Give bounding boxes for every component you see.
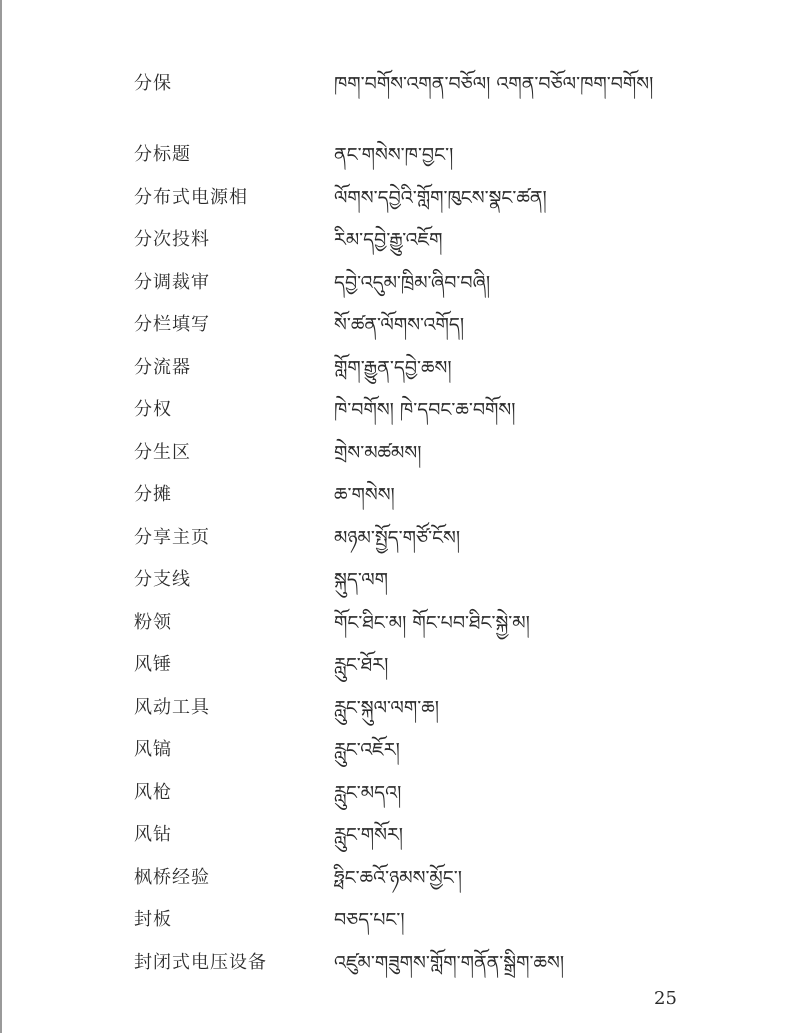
glossary-entry — [134, 524, 694, 567]
glossary-entry — [134, 736, 694, 779]
glossary-entry — [134, 439, 694, 482]
glossary-entry — [134, 141, 694, 184]
glossary-entry — [134, 354, 694, 397]
tibetan-definition: ཆ་གསེས། — [334, 484, 395, 506]
chinese-term: 封板 — [134, 909, 172, 930]
tibetan-definition: རིམ་དབྱེ་རྒྱུ་འཇོག — [334, 229, 443, 251]
tibetan-definition: བཅད་པང་། — [334, 909, 405, 931]
tibetan-definition: རླུང་སྐུལ་ལག་ཆ། — [334, 696, 439, 719]
glossary-list — [134, 70, 694, 991]
glossary-entry — [134, 906, 694, 949]
chinese-term: 风钻 — [134, 824, 172, 845]
glossary-entry — [134, 396, 694, 439]
glossary-entry — [134, 481, 694, 524]
chinese-term: 风镐 — [134, 739, 172, 760]
tibetan-definition: རླུང་ཐོར། — [334, 654, 389, 676]
tibetan-definition: རླུང་འཇོར། — [334, 739, 400, 761]
glossary-entry — [134, 311, 694, 354]
tibetan-definition: གློག་རྒྱུན་དབྱེ་ཆས། — [334, 356, 452, 379]
tibetan-definition: ནང་གསེས་ཁ་བྱང་། — [334, 144, 454, 166]
glossary-entry — [134, 70, 694, 141]
chinese-term: 分享主页 — [134, 526, 210, 548]
tibetan-definition: མཉམ་སྤྱོད་གཙོ་ངོས། — [334, 526, 461, 549]
glossary-entry — [134, 821, 694, 864]
chinese-term: 分生区 — [134, 441, 191, 463]
glossary-entry — [134, 694, 694, 737]
chinese-term: 分权 — [134, 399, 172, 420]
glossary-entry — [134, 949, 694, 992]
chinese-term: 枫桥经验 — [134, 866, 210, 888]
tibetan-definition: སོ་ཚན་ལོགས་འགོད། — [334, 314, 465, 336]
chinese-term: 风枪 — [134, 781, 172, 803]
tibetan-definition: སྐུད་ལག — [334, 569, 389, 591]
chinese-term: 分调裁审 — [134, 271, 210, 293]
glossary-entry — [134, 609, 694, 652]
chinese-term: 风锤 — [134, 654, 172, 675]
glossary-entry — [134, 651, 694, 694]
glossary-entry — [134, 184, 694, 227]
chinese-term: 分次投料 — [134, 229, 210, 250]
chinese-term: 封闭式电压设备 — [134, 951, 267, 973]
page-number: 25 — [654, 988, 677, 1009]
chinese-term: 风动工具 — [134, 696, 210, 718]
glossary-entry — [134, 779, 694, 822]
page-left-edge — [0, 0, 2, 1033]
chinese-term: 分摊 — [134, 484, 172, 505]
glossary-entry — [134, 269, 694, 312]
chinese-term: 分布式电源相 — [134, 186, 248, 208]
chinese-term: 分标题 — [134, 144, 191, 165]
chinese-term: 粉领 — [134, 611, 172, 633]
tibetan-definition: ཧྥིང་ཆའོ་ཉམས་མྱོང་། — [334, 866, 462, 889]
chinese-term: 分保 — [134, 73, 172, 94]
chinese-term: 分支线 — [134, 569, 191, 590]
chinese-term: 分流器 — [134, 356, 191, 378]
tibetan-definition: ཁེ་བགོས། ཁེ་དབང་ཆ་བགོས། — [334, 399, 516, 421]
tibetan-definition: གོང་ཐིང་མ། གོང་པབ་ཐིང་སྐྱེ་མ། — [334, 611, 530, 634]
tibetan-definition: རླུང་མདའ། — [334, 781, 402, 804]
tibetan-definition: རླུང་གསོར། — [334, 824, 404, 846]
tibetan-definition: ལོགས་དབྱེའི་གློག་ཁུངས་སྣང་ཚན། — [334, 186, 547, 209]
glossary-entry — [134, 226, 694, 269]
tibetan-definition: ཁག་བགོས་འགན་བཅོལ། འགན་བཅོལ་ཁག་བགོས། — [334, 73, 654, 95]
tibetan-definition: འཛུམ་གཟུགས་གློག་གནོན་སྒྲིག་ཆས། — [334, 951, 565, 974]
glossary-entry — [134, 566, 694, 609]
tibetan-definition: གྲེས་མཚམས། — [334, 441, 422, 464]
tibetan-definition: དབྱེ་འདུམ་ཁྲིམ་ཞིབ་བཞི། — [334, 271, 491, 294]
chinese-term: 分栏填写 — [134, 314, 210, 335]
glossary-entry — [134, 864, 694, 907]
